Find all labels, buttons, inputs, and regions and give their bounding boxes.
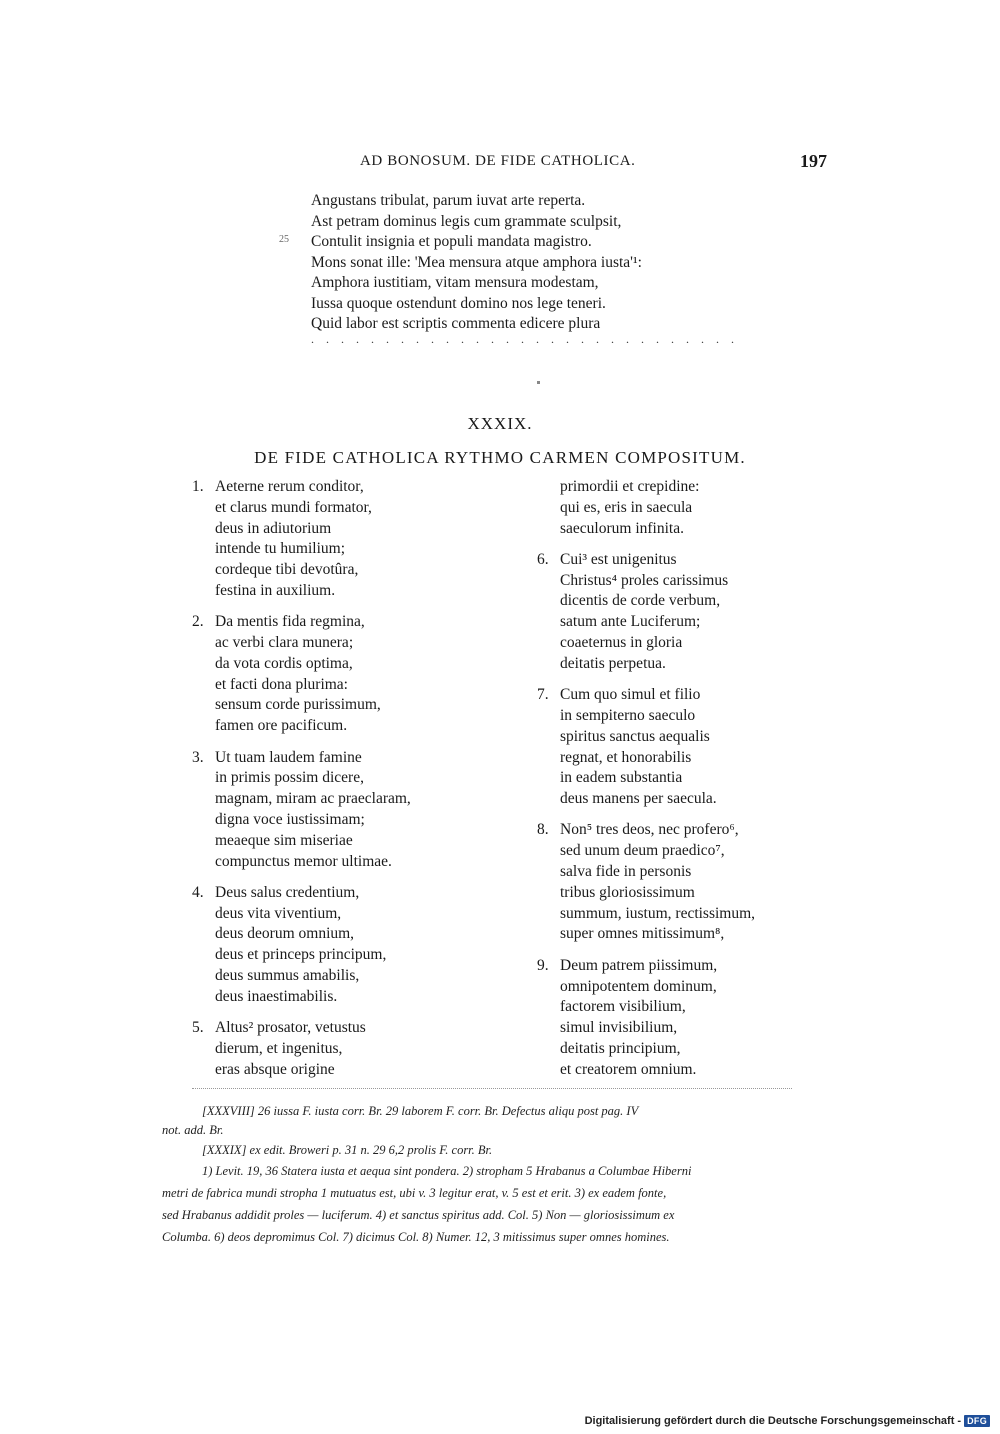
verse-line: Aeterne rerum conditor, xyxy=(215,478,364,495)
verse-line: Mons sonat ille: 'Mea mensura atque amphora iusta'¹: xyxy=(311,253,642,271)
stanza-lines xyxy=(215,612,381,737)
stanza-number: 1. xyxy=(192,478,204,495)
verse-line: famen ore pacificum. xyxy=(215,717,348,735)
stanza xyxy=(537,685,837,810)
verse-line: Da mentis fida regmina, xyxy=(215,613,365,631)
verse-line: factorem visibilium, xyxy=(560,998,686,1016)
verse-line: super omnes mitissimum⁸, xyxy=(560,925,725,943)
verse-line: Deus salus credentium, xyxy=(215,883,360,901)
verse-line: intende tu humilium; xyxy=(215,540,346,558)
verse-line: Altus² prosator, vetustus xyxy=(215,1019,366,1037)
verse-line: tribus gloriosissimum xyxy=(560,883,695,901)
verse-line: et facti dona plurima: xyxy=(215,675,348,693)
verse-line: magnam, miram ac praeclaram, xyxy=(215,790,411,808)
verse-line: in eadem substantia xyxy=(560,769,683,787)
stanza-number: 3. xyxy=(192,748,204,766)
verse-line: Deum patrem piissimum, xyxy=(560,956,718,974)
stanza-number: 5. xyxy=(192,1019,204,1037)
stanza xyxy=(537,550,837,675)
stanza-number: 4. xyxy=(192,883,204,901)
verse-line: Non⁵ tres deos, nec profero⁶, xyxy=(560,821,739,839)
verse-line: omnipotentem dominum, xyxy=(560,977,717,995)
verse-line: deitatis principium, xyxy=(560,1039,681,1057)
print-speck xyxy=(537,381,540,384)
verse-line: Cui³ est unigenitus xyxy=(560,550,677,568)
left-column xyxy=(192,477,492,1091)
column-end-rule xyxy=(192,1088,792,1089)
stanza xyxy=(537,820,837,945)
lacuna-dots: . . . . . . . . . . . . . . . . . . . . . . . . . . . . . xyxy=(311,332,739,346)
verse-line: in sempiterno saeculo xyxy=(560,706,696,724)
verse-line: dierum, et ingenitus, xyxy=(215,1039,343,1057)
verse-line: deus et princeps principum, xyxy=(215,946,387,964)
verse-line: Iussa quoque ostendunt domino nos lege teneri. xyxy=(311,294,606,312)
verse-line: dicentis de corde verbum, xyxy=(560,592,721,610)
verse-line: deus inaestimabilis. xyxy=(215,987,338,1005)
verse-line: deus in adiutorium xyxy=(215,519,332,537)
verse-line: sensum corde purissimum, xyxy=(215,696,381,714)
verse-line: ac verbi clara munera; xyxy=(215,634,354,652)
continuation-verse xyxy=(311,191,642,335)
verse-line: primordii et crepidine: xyxy=(560,478,700,495)
footnote-line: metri de fabrica mundi stropha 1 mutuatus est, ubi v. 3 legitur erat, v. 5 est et erit. 3) ex eadem fonte, xyxy=(162,1186,667,1200)
verse-line: Contulit insignia et populi mandata magistro. xyxy=(311,233,592,250)
verse-line: deus vita viventium, xyxy=(215,904,342,922)
verse-line: Ut tuam laudem famine xyxy=(215,748,362,766)
critical-apparatus xyxy=(162,1100,638,1122)
critical-apparatus-cont xyxy=(162,1119,223,1141)
stanza xyxy=(192,883,492,1008)
stanza-number: 2. xyxy=(192,613,204,631)
verse-line: digna voce iustissimam; xyxy=(215,810,365,828)
verse-line: meaeque sim miseriae xyxy=(215,831,353,849)
verse-line: Ast petram dominus legis cum grammate sculpsit, xyxy=(311,212,622,230)
verse-line: satum ante Luciferum; xyxy=(560,613,701,631)
verse-line: Christus⁴ proles carissimus xyxy=(560,571,729,589)
verse-line: deus manens per saecula. xyxy=(560,790,717,808)
stanza-lines xyxy=(560,956,717,1081)
verse-line: Cum quo simul et filio xyxy=(560,686,701,704)
verse-line: et creatorem omnium. xyxy=(560,1060,697,1078)
digitization-credit xyxy=(585,1415,990,1427)
critical-note-line: not. add. Br. xyxy=(162,1123,224,1137)
verse-line: compunctus memor ultimae. xyxy=(215,852,392,870)
stanza xyxy=(537,477,837,539)
credit-text: Digitalisierung gefördert durch die Deutsche Forschungsgemeinschaft - xyxy=(584,1415,962,1427)
stanza xyxy=(192,612,492,737)
verse-line: festina in auxilium. xyxy=(215,581,336,599)
verse-line: Angustans tribulat, parum iuvat arte reperta. xyxy=(311,192,586,209)
critical-note-line: [XXXVIII] 26 iussa F. iusta corr. Br. 29 laborem F. corr. Br. Defectus aliqu post pag. IV xyxy=(202,1104,639,1118)
footnote-line: 1) Levit. 19, 36 Statera iusta et aequa sint pondera. 2) stropham 5 Hrabanus a Columbae Hiberni xyxy=(202,1164,692,1178)
stanza-lines xyxy=(560,550,728,675)
verse-line: da vota cordis optima, xyxy=(215,654,353,672)
verse-line: Amphora iustitiam, vitam mensura modestam, xyxy=(311,274,599,291)
verse-line: simul invisibilium, xyxy=(560,1019,678,1037)
verse-line: saeculorum infinita. xyxy=(560,519,684,537)
stanza-lines xyxy=(560,477,699,539)
footnote-line: sed Hrabanus addidit proles — luciferum. 4) et sanctus spiritus add. Col. 5) Non — gloriosissimum ex xyxy=(162,1208,675,1222)
poem-number: XXXIX. xyxy=(467,414,533,433)
right-column xyxy=(537,477,837,1091)
poem-title: DE FIDE CATHOLICA RYTHMO CARMEN COMPOSITUM. xyxy=(254,448,746,467)
verse-line: et clarus mundi formator, xyxy=(215,498,372,516)
verse-line: deus deorum omnium, xyxy=(215,925,355,943)
stanza-lines xyxy=(215,883,386,1008)
stanza xyxy=(192,477,492,602)
dfg-logo: DFG xyxy=(964,1415,990,1427)
verse-line: regnat, et honorabilis xyxy=(560,748,692,766)
verse-line: Quid labor est scriptis commenta edicere plura xyxy=(311,315,601,332)
verse-line: cordeque tibi devotûra, xyxy=(215,561,359,579)
stanza-lines xyxy=(560,820,755,945)
verse-line: sed unum deum praedico⁷, xyxy=(560,842,725,860)
verse-line: qui es, eris in saecula xyxy=(560,498,693,516)
verse-line: eras absque origine xyxy=(215,1060,335,1078)
stanza-lines xyxy=(215,477,372,602)
stanza-number: 6. xyxy=(537,550,549,568)
verse-line: deitatis perpetua. xyxy=(560,654,666,672)
critical-note-line: [XXXIX] ex edit. Broweri p. 31 n. 29 6,2 prolis F. corr. Br. xyxy=(202,1143,493,1157)
verse-line: spiritus sanctus aequalis xyxy=(560,727,710,745)
stanza xyxy=(537,956,837,1081)
critical-apparatus-2 xyxy=(162,1139,492,1161)
stanza-lines xyxy=(215,1018,366,1080)
verse-line: salva fide in personis xyxy=(560,863,692,881)
footnote-line: Columba. 6) deos depromimus Col. 7) dicimus Col. 8) Numer. 12, 3 mitissimus super omnes homines. xyxy=(162,1230,670,1244)
verse-line: in primis possim dicere, xyxy=(215,769,364,787)
stanza-lines xyxy=(560,685,717,810)
stanza-lines xyxy=(215,748,411,873)
verse-line: coaeternus in gloria xyxy=(560,634,683,652)
line-number: 25 xyxy=(279,234,289,245)
stanza-number: 8. xyxy=(537,821,549,839)
stanza xyxy=(192,748,492,873)
footnotes xyxy=(162,1160,691,1248)
verse-line: deus summus amabilis, xyxy=(215,967,360,985)
page-number: 197 xyxy=(800,151,827,171)
stanza-number: 9. xyxy=(537,956,549,974)
stanza xyxy=(192,1018,492,1080)
running-head: AD BONOSUM. DE FIDE CATHOLICA. xyxy=(360,153,636,169)
stanza-number: 7. xyxy=(537,686,549,704)
verse-line: summum, iustum, rectissimum, xyxy=(560,904,756,922)
